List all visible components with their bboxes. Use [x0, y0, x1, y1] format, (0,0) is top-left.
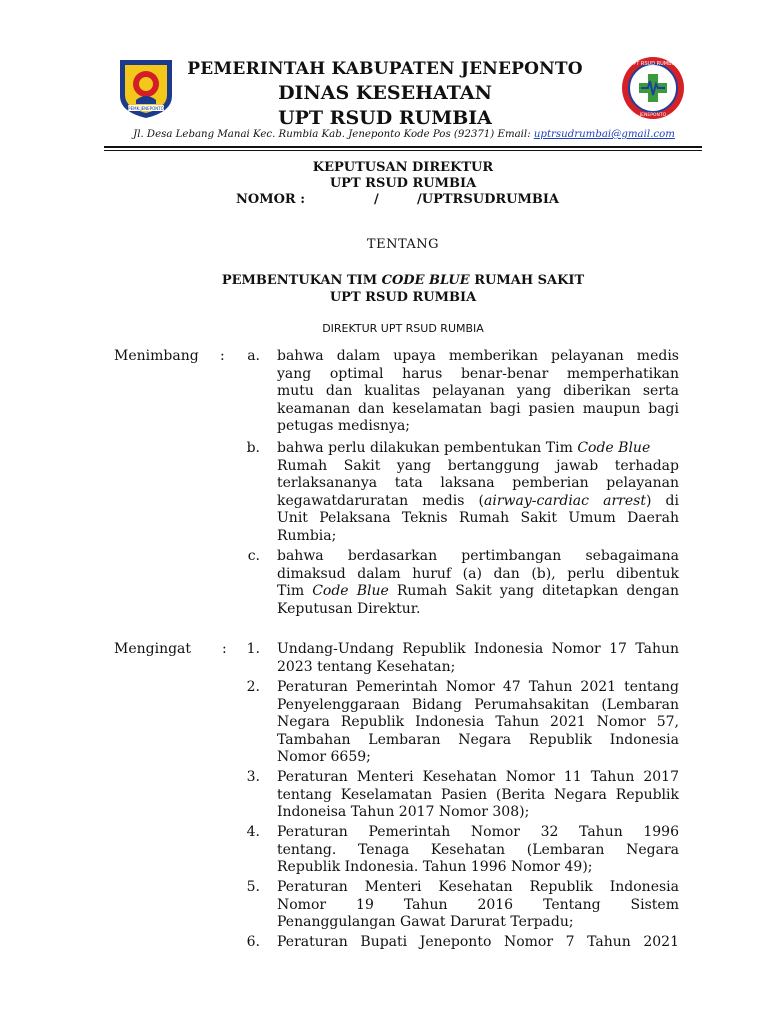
- mengingat-item-2: Peraturan Pemerintah Nomor 47 Tahun 2021 tentang Penyelenggaraan Bidang Perumahsakitan (Lembaran Negara Republik Indonesia Tahun 2021 Nomor 57, Tambahan Lembaran Negara Republik Indonesia Nomor 6659;: [277, 679, 679, 765]
- email-link[interactable]: uptrsudrumbai@gmail.com: [533, 129, 675, 140]
- svg-text:PEMK.JENEPONTO: PEMK.JENEPONTO: [128, 106, 164, 111]
- menimbang-item-b: bahwa perlu dilakukan pembentukan Tim Code Blue Rumah Sakit yang bertanggung jawab terhadap terlaksananya tata laksana pemberian pelayanan kegawatdaruratan medis (airway-cardiac arrest) di Unit Pelaksana Teknis Rumah Sakit Umum Daerah Rumbia;: [277, 440, 679, 544]
- mengingat-item-3: Peraturan Menteri Kesehatan Nomor 11 Tahun 2017 tentang Keselamatan Pasien (Berita Negara Republik Indoneisa Tahun 2017 Nomor 308);: [277, 769, 679, 820]
- item-marker: 1.: [246, 641, 260, 657]
- address-text: Jl. Desa Lebang Manai Kec. Rumbia Kab. Jeneponto Kode Pos (92371) Email:: [133, 129, 534, 140]
- letterhead-rule-thick: [104, 146, 702, 148]
- mengingat-item-1: Undang-Undang Republik Indonesia Nomor 17 Tahun 2023 tentang Kesehatan;: [277, 641, 679, 675]
- svg-text:UPT RSUD RUMBIA: UPT RSUD RUMBIA: [629, 61, 677, 67]
- tentang-heading: TENTANG: [366, 237, 440, 252]
- item-marker: 6.: [246, 934, 260, 950]
- decree-subject-institution: UPT RSUD RUMBIA: [329, 290, 477, 305]
- mengingat-item-6: Peraturan Bupati Jeneponto Nomor 7 Tahun 2021: [277, 934, 679, 950]
- svg-text:JENEPONTO: JENEPONTO: [639, 113, 667, 118]
- letterhead-rule-thin: [104, 150, 702, 151]
- item-marker: 2.: [246, 679, 260, 695]
- mengingat-label: Mengingat: [114, 641, 192, 657]
- decree-number-slash: /: [374, 192, 379, 207]
- decree-title: KEPUTUSAN DIREKTUR: [312, 160, 494, 175]
- decree-subject: PEMBENTUKAN TIM CODE BLUE RUMAH SAKIT: [221, 273, 585, 288]
- header-institution: UPT RSUD RUMBIA: [278, 107, 492, 129]
- item-marker: b.: [246, 440, 260, 456]
- hospital-logo: [621, 56, 685, 120]
- menimbang-item-c: bahwa berdasarkan pertimbangan sebagaimana dimaksud dalam huruf (a) dan (b), perlu dibentuk Tim Code Blue Rumah Sakit yang ditetapkan dengan Keputusan Direktur.: [277, 548, 680, 617]
- mengingat-item-5: Peraturan Menteri Kesehatan Republik Indonesia Nomor 19 Tahun 2016 Tentang Sistem Penanggulangan Gawat Darurat Terpadu;: [277, 879, 679, 930]
- item-marker: a.: [247, 348, 260, 364]
- decree-number-code: /UPTRSUDRUMBIA: [417, 192, 560, 207]
- decree-number-label: NOMOR :: [236, 192, 306, 207]
- mengingat-item-4: Peraturan Pemerintah Nomor 32 Tahun 1996 tentang. Tenaga Kesehatan (Lembaran Negara Republik Indonesia. Tahun 1996 Nomor 49);: [277, 824, 679, 875]
- item-marker: 3.: [246, 769, 260, 785]
- menimbang-label: Menimbang: [114, 348, 199, 364]
- menimbang-item-a: bahwa dalam upaya memberikan pelayanan medis yang optimal harus benar-benar memperhatikan mutu dan kualitas pelayanan yang diberikan serta keamanan dan keselamatan bagi pasien maupun bagi petugas medisnya;: [277, 348, 679, 434]
- mengingat-colon: :: [222, 641, 227, 657]
- header-department: DINAS KESEHATAN: [278, 82, 492, 104]
- address-line: [104, 129, 704, 140]
- item-marker: c.: [247, 548, 260, 564]
- header-government: PEMERINTAH KABUPATEN JENEPONTO: [187, 59, 583, 79]
- item-marker: 4.: [246, 824, 260, 840]
- director-heading: DIREKTUR UPT RSUD RUMBIA: [322, 322, 484, 335]
- decree-institution: UPT RSUD RUMBIA: [329, 176, 477, 191]
- menimbang-colon: :: [220, 348, 225, 364]
- item-marker: 5.: [246, 879, 260, 895]
